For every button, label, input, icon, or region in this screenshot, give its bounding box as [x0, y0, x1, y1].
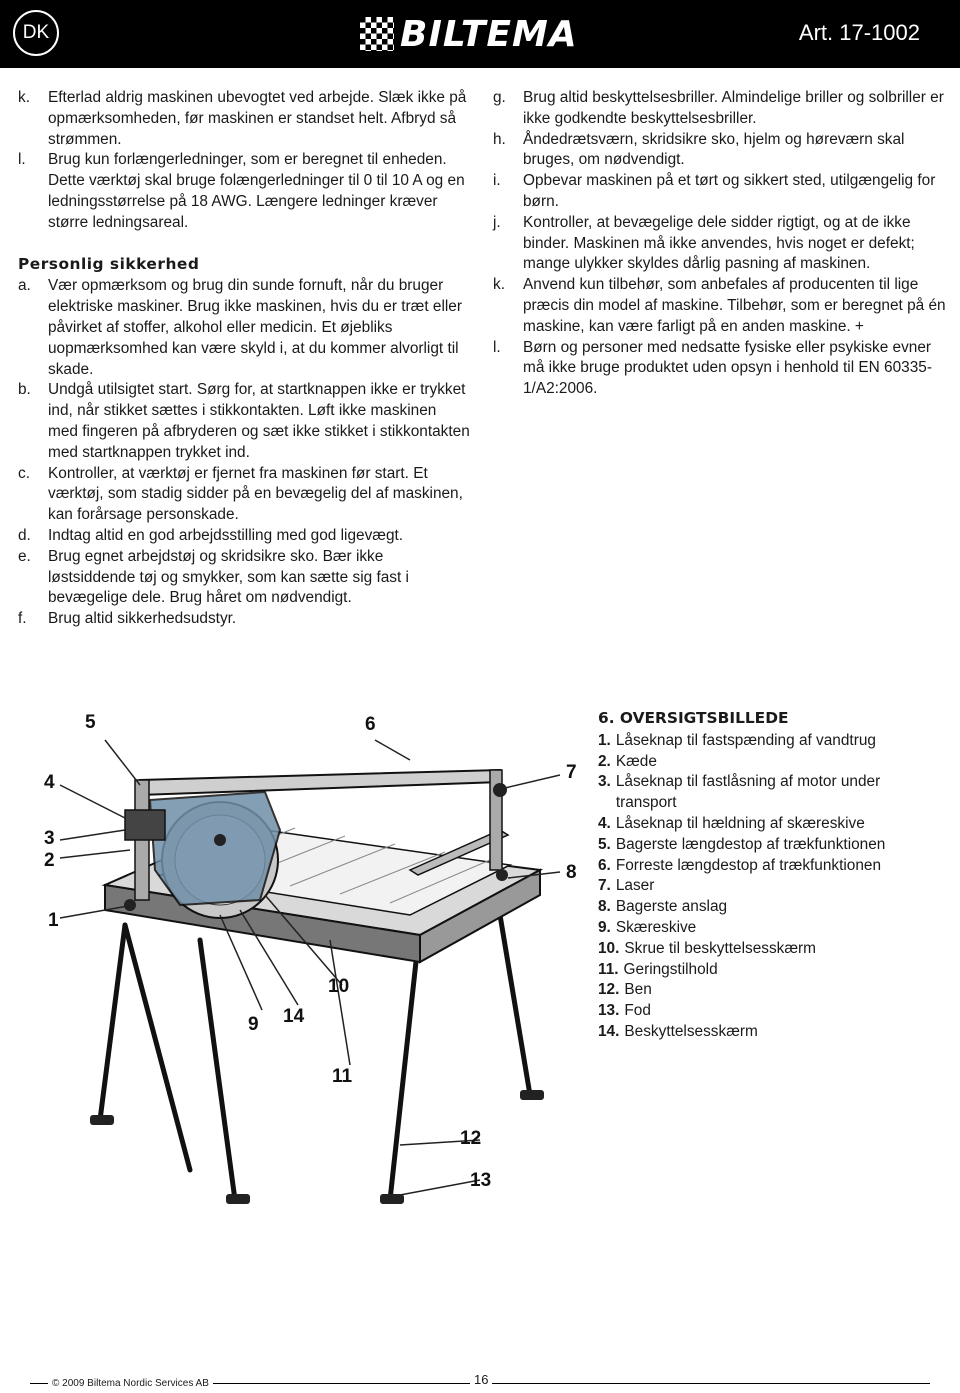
legend-item: 10. Skrue til beskyttelsesskærm [598, 939, 816, 957]
checker-flag-icon [360, 17, 394, 51]
figure-label: 14 [283, 1006, 305, 1027]
list-item: c. Kontroller, at værktøj er fjernet fra maskinen før start. Et værktøj, som stadig sidder på en bevægelig del af maskinen, kan forårsage personskade. [18, 464, 463, 524]
legend-item: 3. Låseknap til fastlåsning af motor under transport [598, 773, 881, 812]
figure-label: 6 [365, 714, 376, 735]
legend-item: 12. Ben [598, 981, 652, 999]
figure-label: 1 [48, 910, 59, 931]
overview-legend [598, 708, 948, 1043]
list-item: j. Kontroller, at bevægelige dele sidder rigtigt, og at de ikke binder. Maskinen må ikke anvendes, hvis noget er defekt; mange ulykker skyldes dårlig pasning af maskinen. [493, 213, 915, 273]
figure-label: 9 [248, 1014, 259, 1035]
list-item: d. Indtag altid en god arbejdsstilling med god ligevægt. [18, 526, 404, 544]
section-title: Personlig sikkerhed [18, 254, 200, 273]
legend-item: 6. Forreste længdestop af trækfunktionen [598, 856, 882, 874]
figure-label: 12 [460, 1128, 482, 1149]
list-item: g. Brug altid beskyttelsesbriller. Almindelige briller og solbriller er ikke godkendte beskyttelsesbriller. [493, 89, 944, 127]
legend-item: 9. Skæreskive [598, 918, 697, 936]
overview-title: 6. OVERSIGTSBILLEDE [598, 709, 789, 727]
figure-label: 3 [44, 828, 55, 849]
brand-name: BILTEMA [400, 13, 578, 55]
figure-label: 5 [85, 712, 96, 733]
figure-label: 11 [332, 1066, 353, 1087]
footer-copyright: © 2009 Biltema Nordic Services AB [48, 1378, 213, 1389]
page-number: 16 [470, 1372, 492, 1387]
article-number: Art. 17-1002 [798, 20, 920, 45]
legend-item: 11. Geringstilhold [598, 960, 718, 978]
legend-item: 14. Beskyttelsesskærm [598, 1022, 758, 1040]
list-item: i. Opbevar maskinen på et tørt og sikkert sted, utilgængelig for børn. [493, 172, 936, 210]
figure-label: 8 [566, 862, 577, 883]
figure-label: 2 [44, 850, 55, 871]
header-bar [0, 0, 960, 68]
legend-item: 2. Kæde [598, 752, 657, 770]
figure-label: 7 [566, 762, 577, 783]
list-item: k. Anvend kun tilbehør, som anbefales af producenten til lige præcis din model af maskine. Tilbehør, som er beregnet på én maskine, kan være farligt på en anden maskine. + [493, 276, 946, 335]
figure-label: 10 [328, 976, 350, 997]
legend-item: 4. Låseknap til hældning af skæreskive [598, 814, 865, 832]
list-item: h. Åndedrætsværn, skridsikre sko, hjelm og høreværn skal bruges, om nødvendigt. [493, 130, 905, 169]
list-item: l. Brug kun forlængerledninger, som er beregnet til enheden. Dette værktøj skal bruge folængerledninger til 0 til 10 A og en ledningsstørrelse på 18 AWG. Længere ledninger kræver større ledningsareal. [18, 151, 465, 231]
list-item: k. Efterlad aldrig maskinen ubevogtet ved arbejde. Slæk ikke på opmærksomheden, før maskinen er standset helt. Afbryd så strømmen. [18, 89, 467, 148]
legend-item: 8. Bagerste anslag [598, 898, 728, 916]
legend-item: 13. Fod [598, 1002, 651, 1020]
legend-item: 5. Bagerste længdestop af trækfunktionen [598, 835, 886, 853]
list-item: l. Børn og personer med nedsatte fysiske eller psykiske evner må ikke bruge produktet uden opsyn i henhold til EN 60335-1/A2:2006. [493, 338, 932, 398]
list-item: e. Brug egnet arbejdstøj og skridsikre sko. Bær ikke løstsiddende tøj og smykker, som kan sætte sig fast i bevægelige dele. Brug håret om nødvendigt. [18, 547, 409, 607]
legend-item: 1. Låseknap til fastspænding af vandtrug [598, 731, 876, 749]
tile-saw-drawing [30, 700, 600, 1220]
country-badge: DK [13, 10, 59, 56]
legend-item: 7. Laser [598, 877, 655, 895]
left-column [18, 88, 470, 630]
figure-label: 13 [470, 1170, 492, 1191]
tile-saw-illustration [30, 700, 600, 1220]
list-item: f. Brug altid sikkerhedsudstyr. [18, 610, 237, 628]
brand-logo [360, 14, 578, 54]
list-item: b. Undgå utilsigtet start. Sørg for, at startknappen ikke er trykket ind, når stikket sættes i stikkontakten. Løft ikke maskinen med fingeren på afbryderen og sæt ikke stikket i stikkontakten med startknappen trykket ind. [18, 381, 470, 461]
list-item: a. Vær opmærksom og brug din sunde fornuft, når du bruger elektriske maskiner. Brug ikke maskinen, hvis du er træt eller påvirket af stoffer, alkohol eller medicin. Et øjebliks uopmærksomhed kan være skyld i, at du kommer alvorligt til skade. [18, 277, 462, 378]
figure-label: 4 [44, 772, 55, 793]
right-column [493, 88, 948, 400]
